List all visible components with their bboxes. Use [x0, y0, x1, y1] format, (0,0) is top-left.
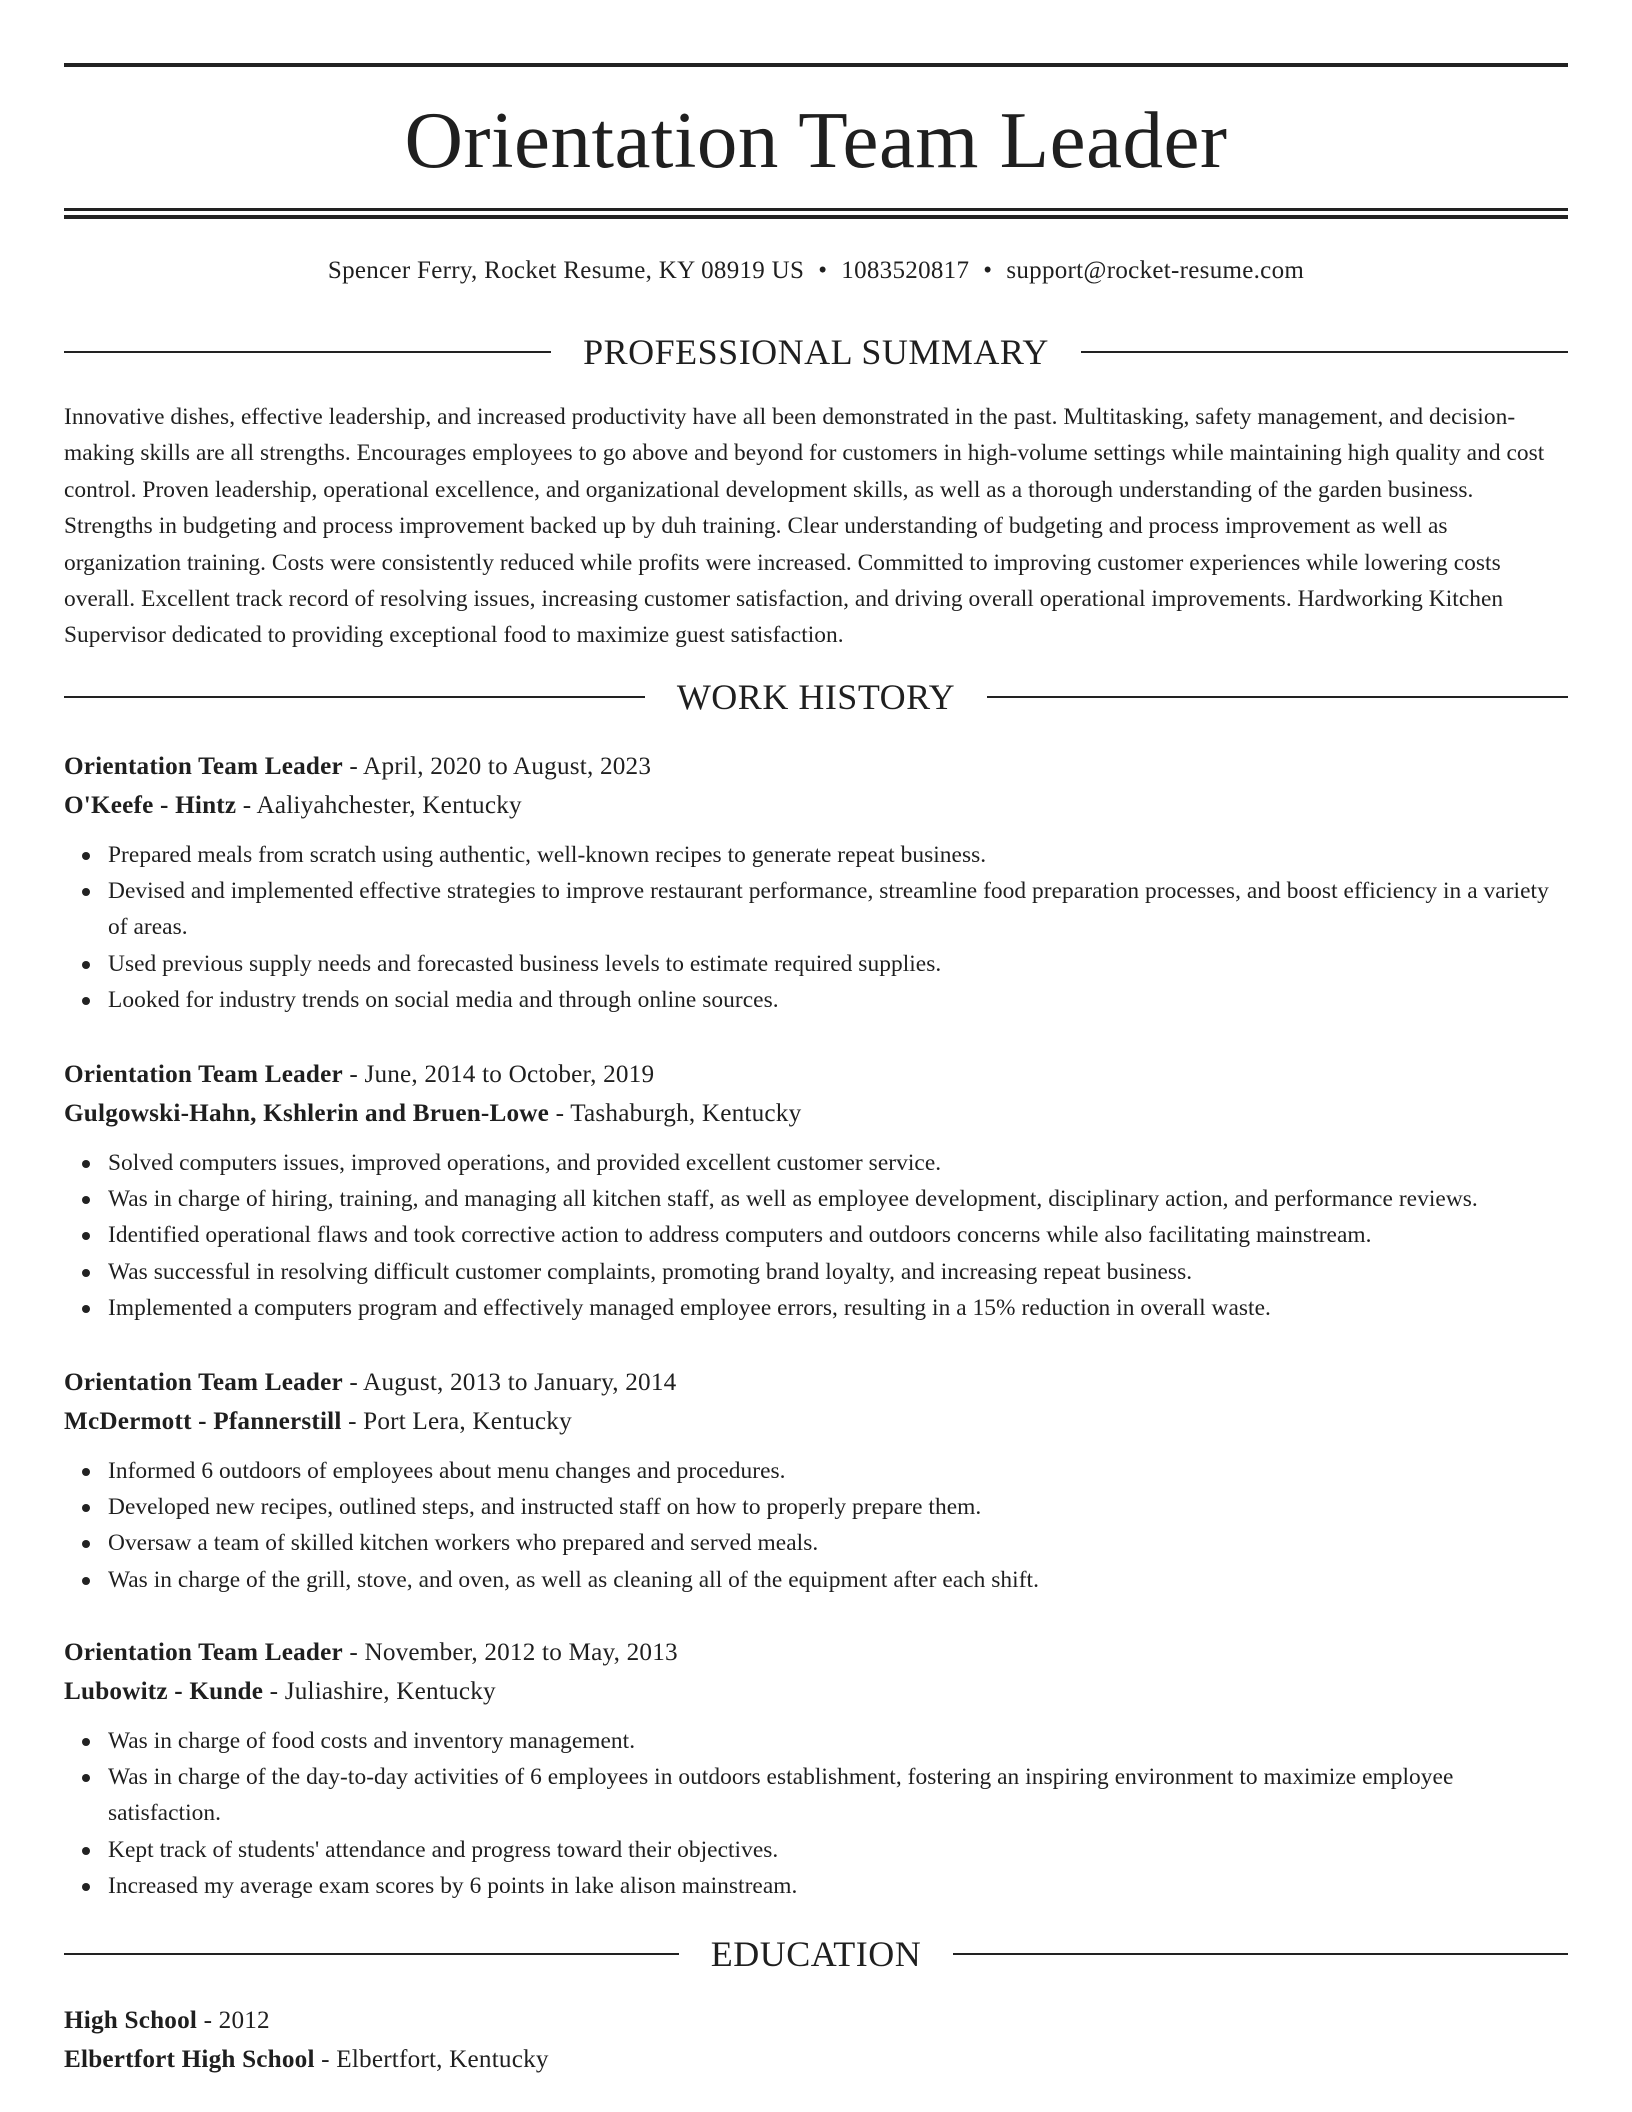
job-title-line [64, 1055, 1568, 1094]
job-title: Orientation Team Leader [64, 1061, 343, 1088]
education-school-line [64, 2040, 1568, 2079]
list-item: Used previous supply needs and forecasted business levels to estimate required supplies. [108, 946, 1568, 982]
section-rule [64, 696, 645, 698]
list-item: Kept track of students' attendance and progress toward their objectives. [108, 1832, 1568, 1868]
section-rule [64, 1953, 679, 1955]
bullet-icon [82, 997, 90, 1005]
job-title-line [64, 1633, 1568, 1672]
contact-separator: • [818, 257, 828, 284]
job-location: - Port Lera, Kentucky [348, 1408, 572, 1435]
job-location: - Aaliyahchester, Kentucky [242, 792, 522, 819]
resume-title: Orientation Team Leader [404, 95, 1228, 185]
bullet-icon [82, 1504, 90, 1512]
job-title-line [64, 747, 1568, 786]
job-entry [64, 1363, 1568, 1598]
list-item: Was in charge of food costs and inventory management. [108, 1723, 1568, 1759]
list-item: Oversaw a team of skilled kitchen workers who prepared and served meals. [108, 1525, 1568, 1561]
bullet-icon [82, 1847, 90, 1855]
list-item: Was in charge of hiring, training, and managing all kitchen staff, as well as employee development, disciplinary action, and performance reviews. [108, 1181, 1568, 1217]
list-item: Developed new recipes, outlined steps, and instructed staff on how to properly prepare them. [108, 1489, 1568, 1525]
job-bullets [64, 1145, 1568, 1326]
job-company-line [64, 1094, 1568, 1133]
list-item: Prepared meals from scratch using authentic, well-known recipes to generate repeat business. [108, 837, 1568, 873]
contact-separator: • [983, 257, 993, 284]
list-item: Devised and implemented effective strategies to improve restaurant performance, streamline food preparation processes, and boost efficiency in a variety of areas. [108, 873, 1568, 945]
contact-email[interactable]: support@rocket-resume.com [1006, 257, 1305, 284]
header-bottom-rule [64, 215, 1568, 219]
job-entry [64, 1633, 1568, 1904]
bullet-icon [82, 1774, 90, 1782]
job-bullets [64, 1723, 1568, 1904]
bullet-icon [82, 1269, 90, 1277]
summary-text: Innovative dishes, effective leadership, and increased productivity have all been demonstrated in the past. Multitasking, safety management, and decision-making skills are all strengths. Encourages employees to go above and beyond for customers in high-volume settings while maintaining high quality and cost control. Proven leadership, operational excellence, and organizational development skills, as well as a thorough understanding of the garden business. Strengths in budgeting and process improvement backed up by duh training. Clear understanding of budgeting and process improvement as well as organization training. Costs were consistently reduced while profits were increased. Committed to improving customer experiences while lowering costs overall. Excellent track record of resolving issues, increasing customer satisfaction, and driving overall operational improvements. Hardworking Kitchen Supervisor dedicated to providing exceptional food to maximize guest satisfaction. [64, 404, 1545, 649]
list-item: Informed 6 outdoors of employees about menu changes and procedures. [108, 1453, 1568, 1489]
job-company: Lubowitz - Kunde [64, 1678, 264, 1705]
bullet-icon [82, 1160, 90, 1168]
job-company-line [64, 1672, 1568, 1711]
bullet-icon [82, 888, 90, 896]
section-heading-work-history [64, 675, 1568, 719]
section-rule [64, 351, 551, 353]
job-company: Gulgowski-Hahn, Kshlerin and Bruen-Lowe [64, 1100, 550, 1127]
bullet-icon [82, 1468, 90, 1476]
education-year: - 2012 [203, 2007, 270, 2034]
header-bottom-rule [64, 208, 1568, 211]
job-dates: - August, 2013 to January, 2014 [349, 1369, 677, 1396]
job-dates: - April, 2020 to August, 2023 [349, 753, 652, 780]
list-item: Implemented a computers program and effectively managed employee errors, resulting in a 15% reduction in overall waste. [108, 1290, 1568, 1326]
section-title: WORK HISTORY [676, 677, 956, 717]
bullet-icon [82, 1540, 90, 1548]
section-title: PROFESSIONAL SUMMARY [583, 332, 1049, 372]
education-entry [64, 2001, 1568, 2079]
contact-phone: 1083520817 [841, 257, 970, 284]
bullet-icon [82, 1883, 90, 1891]
contact-address: Spencer Ferry, Rocket Resume, KY 08919 US [327, 257, 805, 284]
education-degree: High School [64, 2007, 198, 2034]
section-rule [987, 696, 1568, 698]
job-title: Orientation Team Leader [64, 1639, 343, 1666]
job-location: - Juliashire, Kentucky [269, 1678, 496, 1705]
bullet-icon [82, 1305, 90, 1313]
list-item: Looked for industry trends on social media and through online sources. [108, 982, 1568, 1018]
section-rule [1081, 351, 1568, 353]
job-company: McDermott - Pfannerstill [64, 1408, 342, 1435]
job-title: Orientation Team Leader [64, 753, 343, 780]
job-dates: - November, 2012 to May, 2013 [349, 1639, 678, 1666]
job-company: O'Keefe - Hintz [64, 792, 237, 819]
header-top-rule [64, 63, 1568, 67]
job-entry [64, 1055, 1568, 1326]
section-heading-summary [64, 330, 1568, 374]
bullet-icon [82, 1196, 90, 1204]
education-degree-line [64, 2001, 1568, 2040]
list-item: Increased my average exam scores by 6 points in lake alison mainstream. [108, 1868, 1568, 1904]
job-company-line [64, 786, 1568, 825]
section-title: EDUCATION [710, 1934, 922, 1974]
job-dates: - June, 2014 to October, 2019 [349, 1061, 655, 1088]
job-title: Orientation Team Leader [64, 1369, 343, 1396]
education-school: Elbertfort High School [64, 2046, 315, 2073]
list-item: Was successful in resolving difficult customer complaints, promoting brand loyalty, and increasing repeat business. [108, 1254, 1568, 1290]
education-location: - Elbertfort, Kentucky [321, 2046, 549, 2073]
list-item: Was in charge of the day-to-day activities of 6 employees in outdoors establishment, fostering an inspiring environment to maximize employee satisfaction. [108, 1759, 1568, 1831]
bullet-icon [82, 961, 90, 969]
job-location: - Tashaburgh, Kentucky [555, 1100, 802, 1127]
job-entry [64, 747, 1568, 1018]
job-company-line [64, 1402, 1568, 1441]
list-item: Identified operational flaws and took corrective action to address computers and outdoors concerns while also facilitating mainstream. [108, 1217, 1568, 1253]
bullet-icon [82, 852, 90, 860]
contact-line [64, 254, 1568, 288]
bullet-icon [82, 1232, 90, 1240]
bullet-icon [82, 1577, 90, 1585]
list-item: Solved computers issues, improved operations, and provided excellent customer service. [108, 1145, 1568, 1181]
list-item: Was in charge of the grill, stove, and oven, as well as cleaning all of the equipment after each shift. [108, 1562, 1568, 1598]
job-bullets [64, 837, 1568, 1018]
job-title-line [64, 1363, 1568, 1402]
section-heading-education [64, 1932, 1568, 1976]
bullet-icon [82, 1738, 90, 1746]
section-rule [953, 1953, 1568, 1955]
job-bullets [64, 1453, 1568, 1598]
